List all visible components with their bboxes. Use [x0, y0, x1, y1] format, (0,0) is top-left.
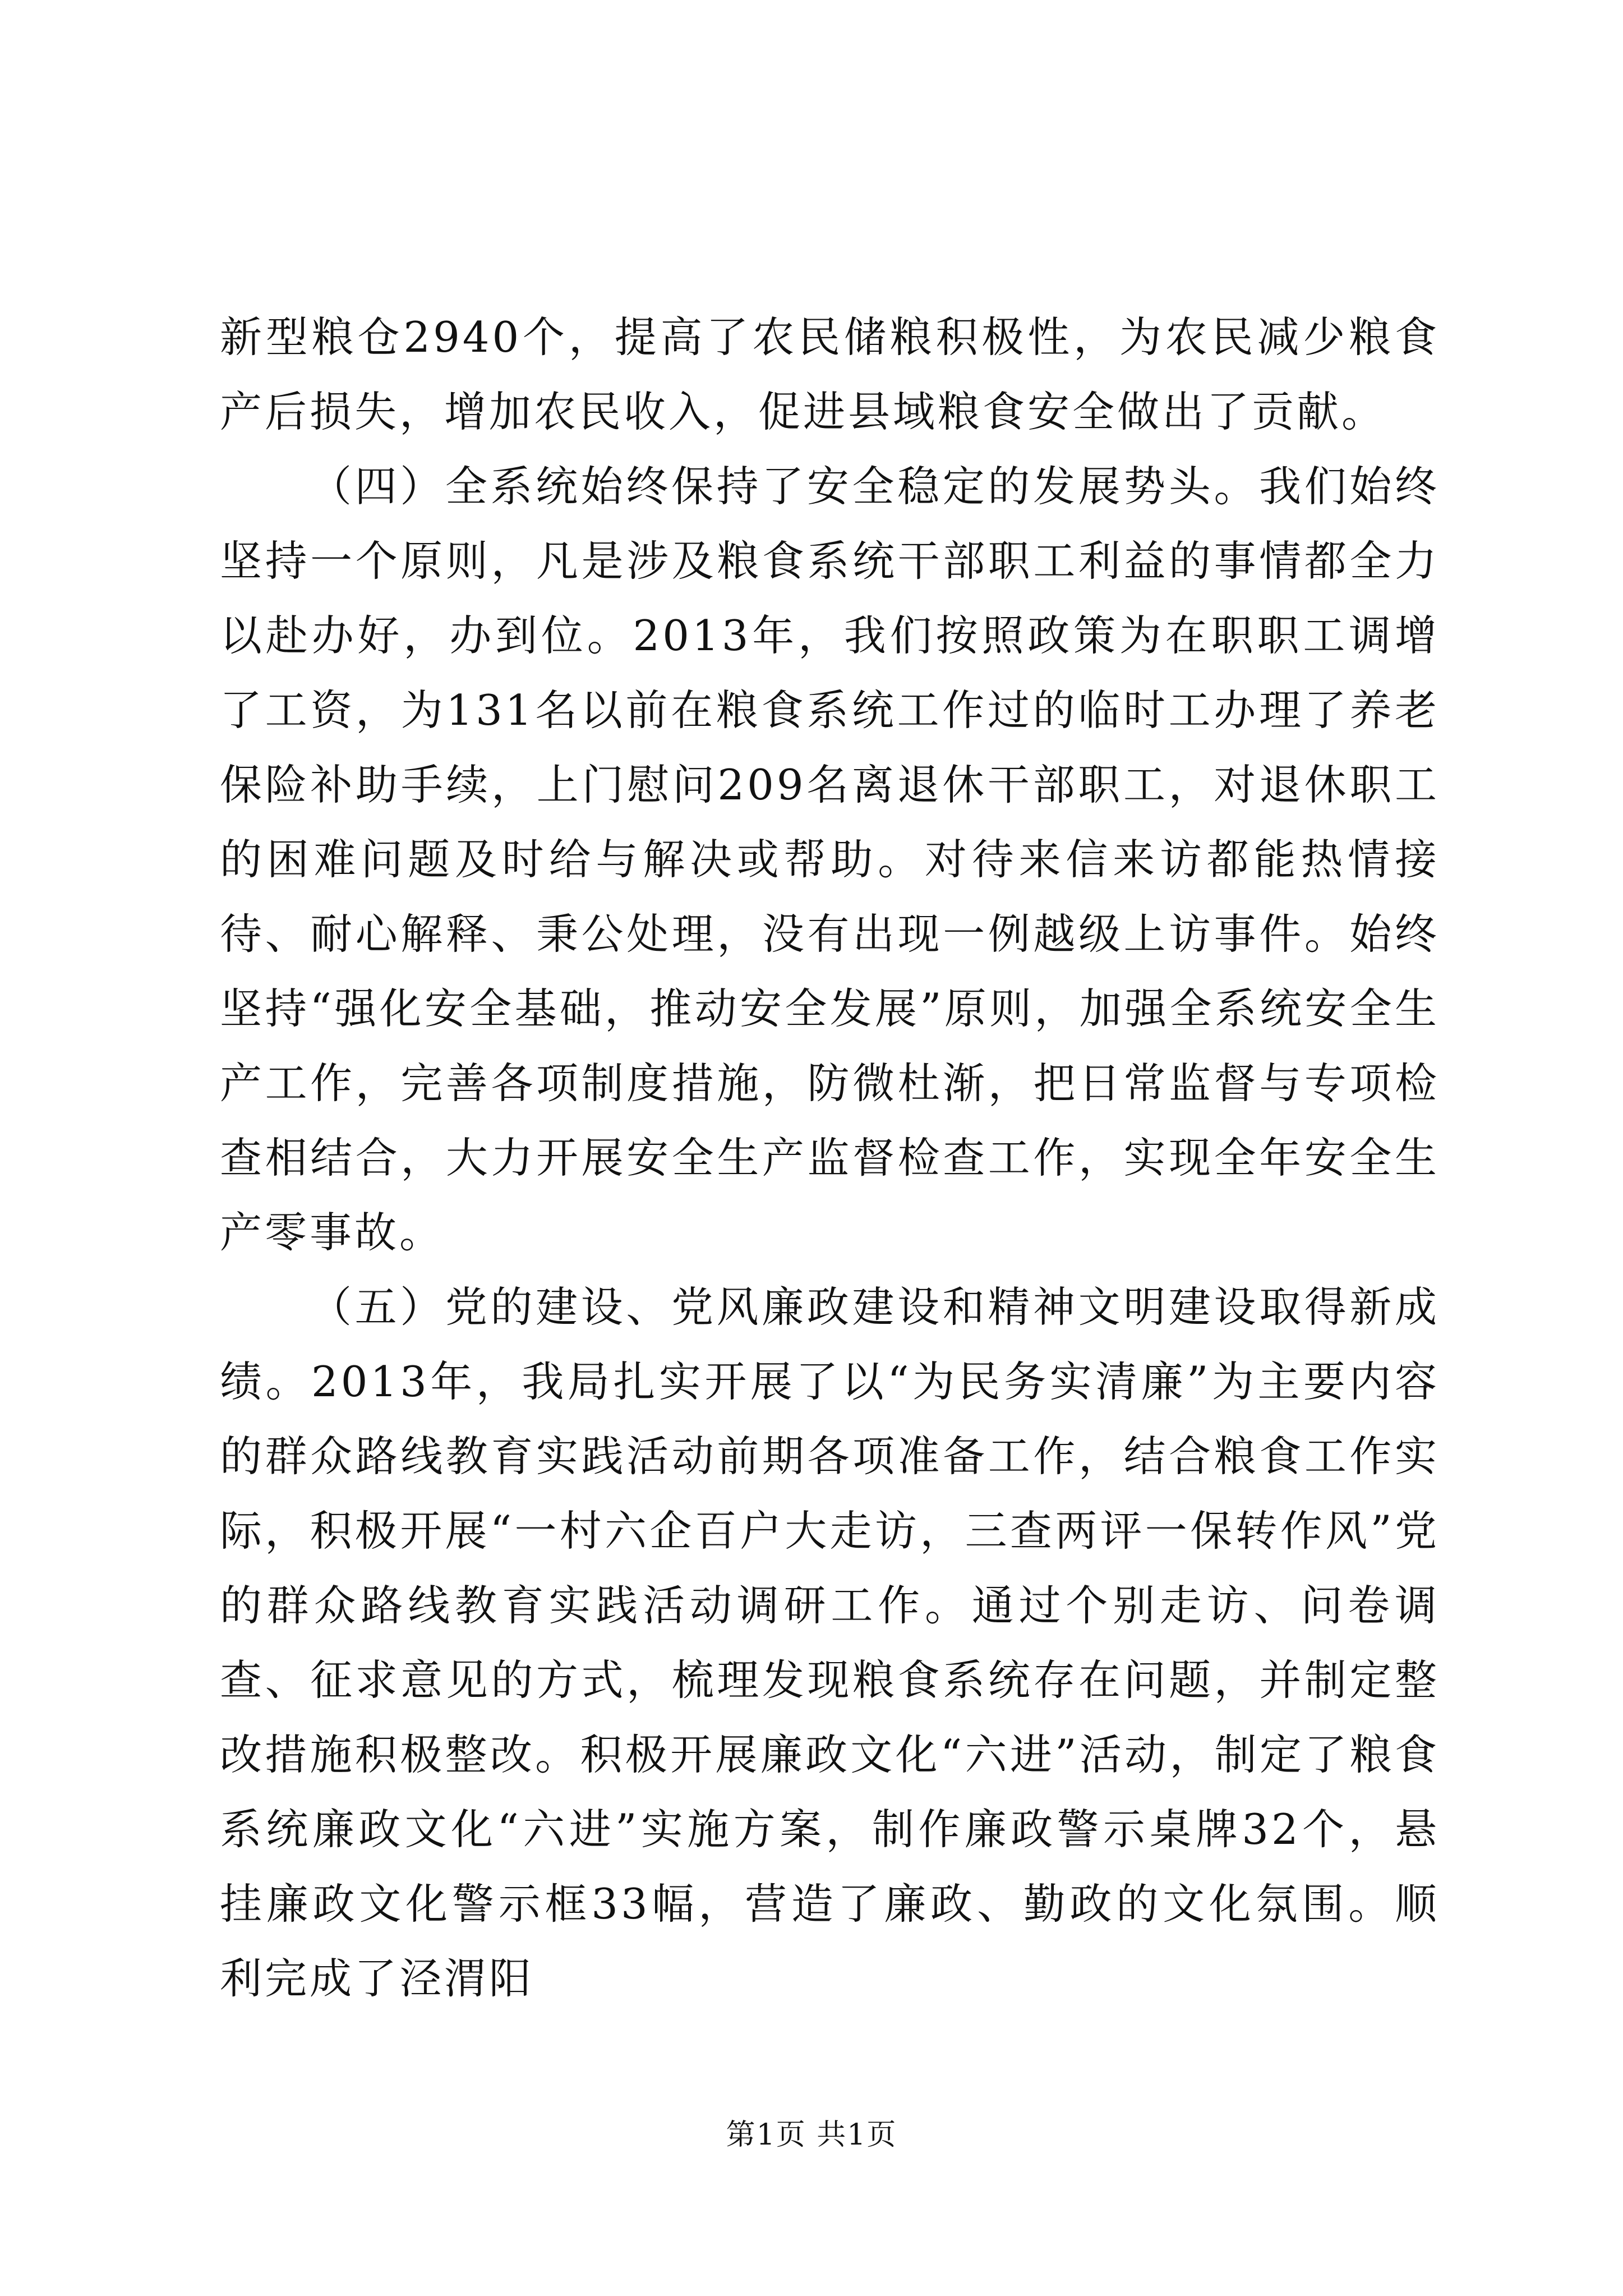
page-footer: 第1页 共1页: [726, 2118, 897, 2152]
paragraph-section-five: （五）党的建设、党风廉政建设和精神文明建设取得新成绩。2013年，我局扎实开展了以“为民务实清廉”为主要内容的群众路线教育实践活动前期各项准备工作，结合粮食工作实际，积极开展“一村六企百户大走访，三查两评一保转作风”党的群众路线教育实践活动调研工作。通过个别走访、问卷调查、征求意见的方式，梳理发现粮食系统存在问题，并制定整改措施积极整改。积极开展廉政文化“六进”活动，制定了粮食系统廉政文化“六进”实施方案，制作廉政警示桌牌32个，悬挂廉政文化警示框33幅，营造了廉政、勤政的文化氛围。顺利完成了泾渭阳: [220, 1282, 1440, 2003]
paragraph-section-four: （四）全系统始终保持了安全稳定的发展势头。我们始终坚持一个原则，凡是涉及粮食系统干部职工利益的事情都全力以赴办好，办到位。2013年，我们按照政策为在职职工调增了工资，为131名以前在粮食系统工作过的临时工办理了养老保险补助手续，上门慰问209名离退休干部职工，对退休职工的困难问题及时给与解决或帮助。对待来信来访都能热情接待、耐心解释、秉公处理，没有出现一例越级上访事件。始终坚持“强化安全基础，推动安全发展”原则，加强全系统安全生产工作，完善各项制度措施，防微杜渐，把日常监督与专项检查相结合，大力开展安全生产监督检查工作，实现全年安全生产零事故。: [220, 462, 1440, 1257]
paragraph-continuation: 新型粮仓2940个，提高了农民储粮积极性，为农民减少粮食产后损失，增加农民收入，促进县域粮食安全做出了贡献。: [220, 312, 1440, 436]
document-body: [220, 300, 1440, 2016]
